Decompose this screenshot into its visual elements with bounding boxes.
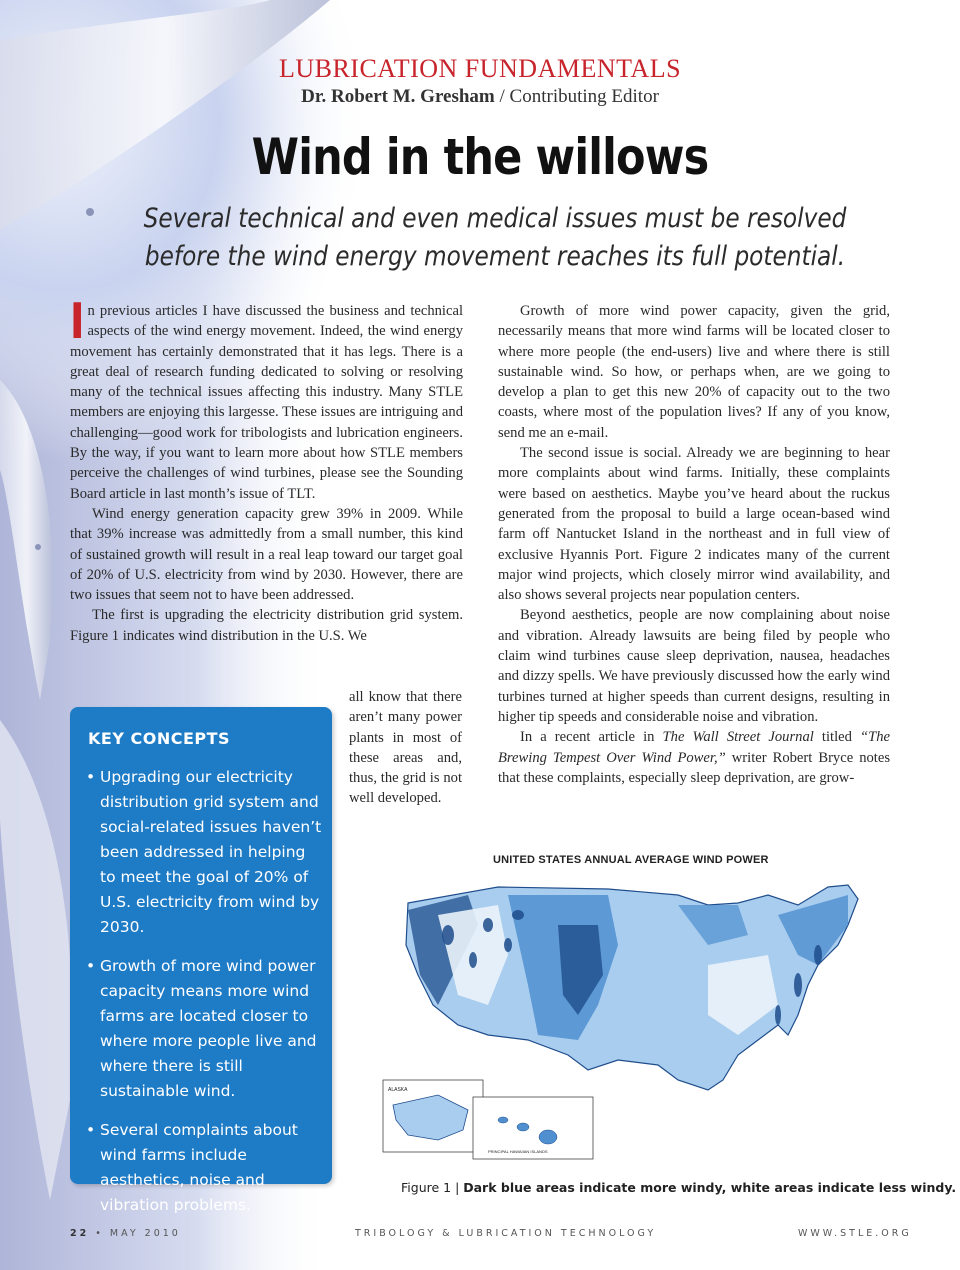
column-header xyxy=(0,54,960,110)
text-segment: In a recent article in xyxy=(520,729,663,746)
paragraph xyxy=(498,727,890,788)
text-segment: titled xyxy=(813,729,860,746)
key-concepts-title: KEY CONCEPTS xyxy=(88,729,231,748)
wind-power-map xyxy=(378,865,898,1165)
hawaii-label: PRINCIPAL HAWAIIAN ISLANDS xyxy=(488,1149,548,1154)
footer-page-info xyxy=(70,1228,181,1239)
deck-subtitle: Several technical and even medical issues must be resolved before the wind energy movement reaches its full potential. xyxy=(143,203,847,272)
article-title: “The Brewing Tempest Over Wind Power,” xyxy=(498,729,890,766)
paragraph: The first is upgrading the electricity distribution grid system. Figure 1 indicates wind distribution in the U.S. We xyxy=(70,607,463,644)
key-concept-item: • Several complaints about wind farms include aesthetics, noise and vibration problems. xyxy=(84,1118,324,1218)
alaska-label: ALASKA xyxy=(388,1087,408,1093)
figure-label: Figure 1 | xyxy=(401,1180,464,1195)
publication-name: The Wall Street Journal xyxy=(662,729,814,746)
footer-publication: TRIBOLOGY & LUBRICATION TECHNOLOGY xyxy=(355,1228,657,1239)
footer-separator: • xyxy=(89,1228,110,1239)
footer-website[interactable]: WWW.STLE.ORG xyxy=(798,1228,912,1239)
byline xyxy=(0,84,960,110)
paragraph xyxy=(70,292,463,504)
paragraph: Beyond aesthetics, people are now complaining about noise and vibration. Already lawsuits are being filed by people who claim wind turbines cause sleep deprivation, nausea, headaches and dizzy spells. We have previously discussed how the early wind turbines turned at higher speeds than current designs, resulting in higher tip speeds and considerable noise and vibration. xyxy=(498,607,890,725)
issue-date: MAY 2010 xyxy=(109,1228,181,1239)
article-right-column xyxy=(498,301,890,788)
headline: Wind in the willows xyxy=(251,128,709,186)
article-narrow-continuation: all know that there aren’t many power plants in most of these areas and, thus, the grid is not well developed. xyxy=(349,689,462,807)
paragraph: Wind energy generation capacity grew 39% in 2009. While that 39% increase was admittedly from a small number, this kind of sustained growth will result in a real leap toward our target goal of 20% of U.S. electricity from wind by 2030. However, there are two issues that seem not to have been addressed. xyxy=(70,505,463,604)
figure-caption-text: Dark blue areas indicate more windy, white areas indicate less windy. xyxy=(463,1180,957,1195)
paragraph: The second issue is social. Already we are beginning to hear more complaints about wind farms. Initially, these complaints were based on aesthetics. Maybe you’ve heard about the ruckus generated from the proposal to build a large ocean-based wind farm off Nantucket Island in the northeast and in full view of exclusive Hyannis Port. Figure 2 indicates many of the current major wind projects, which closely mirror wind availability, and also shows several projects near population centers. xyxy=(498,445,890,604)
drop-cap: I xyxy=(70,292,85,350)
key-concepts-box xyxy=(70,707,332,1214)
author-name: Dr. Robert M. Gresham xyxy=(301,86,495,107)
author-role: / Contributing Editor xyxy=(494,86,659,107)
text-segment: writer Robert Bryce notes that these complaints, especially sleep deprivation, are grow- xyxy=(498,749,891,786)
article-left-column xyxy=(70,292,463,646)
paragraph: Growth of more wind power capacity, given the grid, necessarily means that more wind farms will be located closer to where more people (the end-users) live and where there is still sustainable wind. So how, or perhaps when, are we going to develop a plan to get this new 20% of capacity out to the two coasts, where most of the population lives? If any of you know, send me an e-mail. xyxy=(498,303,890,441)
key-concept-item: • Growth of more wind power capacity means more wind farms are located closer to where more people live and where there is still sustainable wind. xyxy=(84,954,324,1104)
key-concept-item: • Upgrading our electricity distribution grid system and social-related issues haven’t been addressed in helping to meet the goal of 20% of U.S. electricity from wind by 2030. xyxy=(84,765,324,940)
page-number: 22 xyxy=(70,1228,90,1239)
figure-caption xyxy=(401,1180,956,1195)
key-concepts-list xyxy=(84,765,324,1232)
paragraph-text: n previous articles I have discussed the business and technical aspects of the wind energy movement. Indeed, the wind energy movement has certainly demonstrated that it has legs. There is a great deal of research funding dedicated to solving or resolving many of the technical issues affecting this industry. Many STLE members are enjoying this largesse. These issues are intriguing and challenging—good work for tribologists and lubrication engineers. By the way, if you want to learn more about how STLE members perceive the challenges of wind turbines, please see the Sounding Board article in last month’s issue of TLT. xyxy=(70,303,463,502)
section-title: LUBRICATION FUNDAMENTALS xyxy=(278,54,682,83)
map-title: UNITED STATES ANNUAL AVERAGE WIND POWER xyxy=(493,854,769,866)
